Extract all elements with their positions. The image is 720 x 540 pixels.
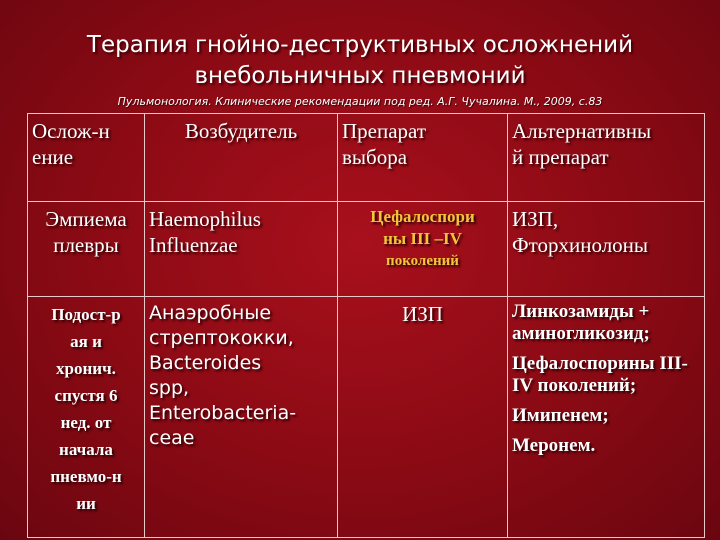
cell-alternative-empyema: ИЗП, Фторхинолоны <box>508 202 705 297</box>
slide-title <box>0 30 720 92</box>
alt-drug-item: Имипенем; <box>512 405 609 426</box>
cell-pathogen-subacute: Анаэробные стрептококки, Bacteroides spp, Enterobacteria- ceae <box>145 297 338 538</box>
title-line-1: Терапия гнойно-деструктивных осложнений <box>86 32 634 58</box>
alt-drug-item: Цефалоспорины III-IV поколений; <box>512 353 688 396</box>
table-header-row <box>28 114 705 202</box>
header-drug-of-choice: Препарат выбора <box>338 114 508 202</box>
alt-drug-item: Линкозамиды + аминогликозид; <box>512 301 650 344</box>
cell-drug-subacute: ИЗП <box>338 297 508 538</box>
title-line-2: внебольничных пневмоний <box>194 63 526 89</box>
cell-complication-subacute: Подост-р ая и хронич. спустя 6 нед. от начала пневмо-н ии <box>28 297 145 538</box>
header-complication: Ослож-н ение <box>28 114 145 202</box>
table-row-subacute <box>28 297 705 538</box>
cell-complication-empyema: Эмпиема плевры <box>28 202 145 297</box>
cell-alternative-subacute <box>508 297 705 538</box>
source-citation: Пульмонология. Клинические рекомендации под ред. А.Г. Чучалина. М., 2009, с.83 <box>117 95 603 108</box>
header-pathogen: Возбудитель <box>145 114 338 202</box>
table-row-empyema <box>28 202 705 297</box>
header-alternative-drug: Альтернативны й препарат <box>508 114 705 202</box>
cell-pathogen-empyema: Haemophilus Influenzae <box>145 202 338 297</box>
cell-drug-empyema: Цефалоспори ны III –IV поколений <box>338 202 508 297</box>
therapy-table <box>27 113 705 538</box>
alt-drug-item: Меронем. <box>512 435 596 456</box>
